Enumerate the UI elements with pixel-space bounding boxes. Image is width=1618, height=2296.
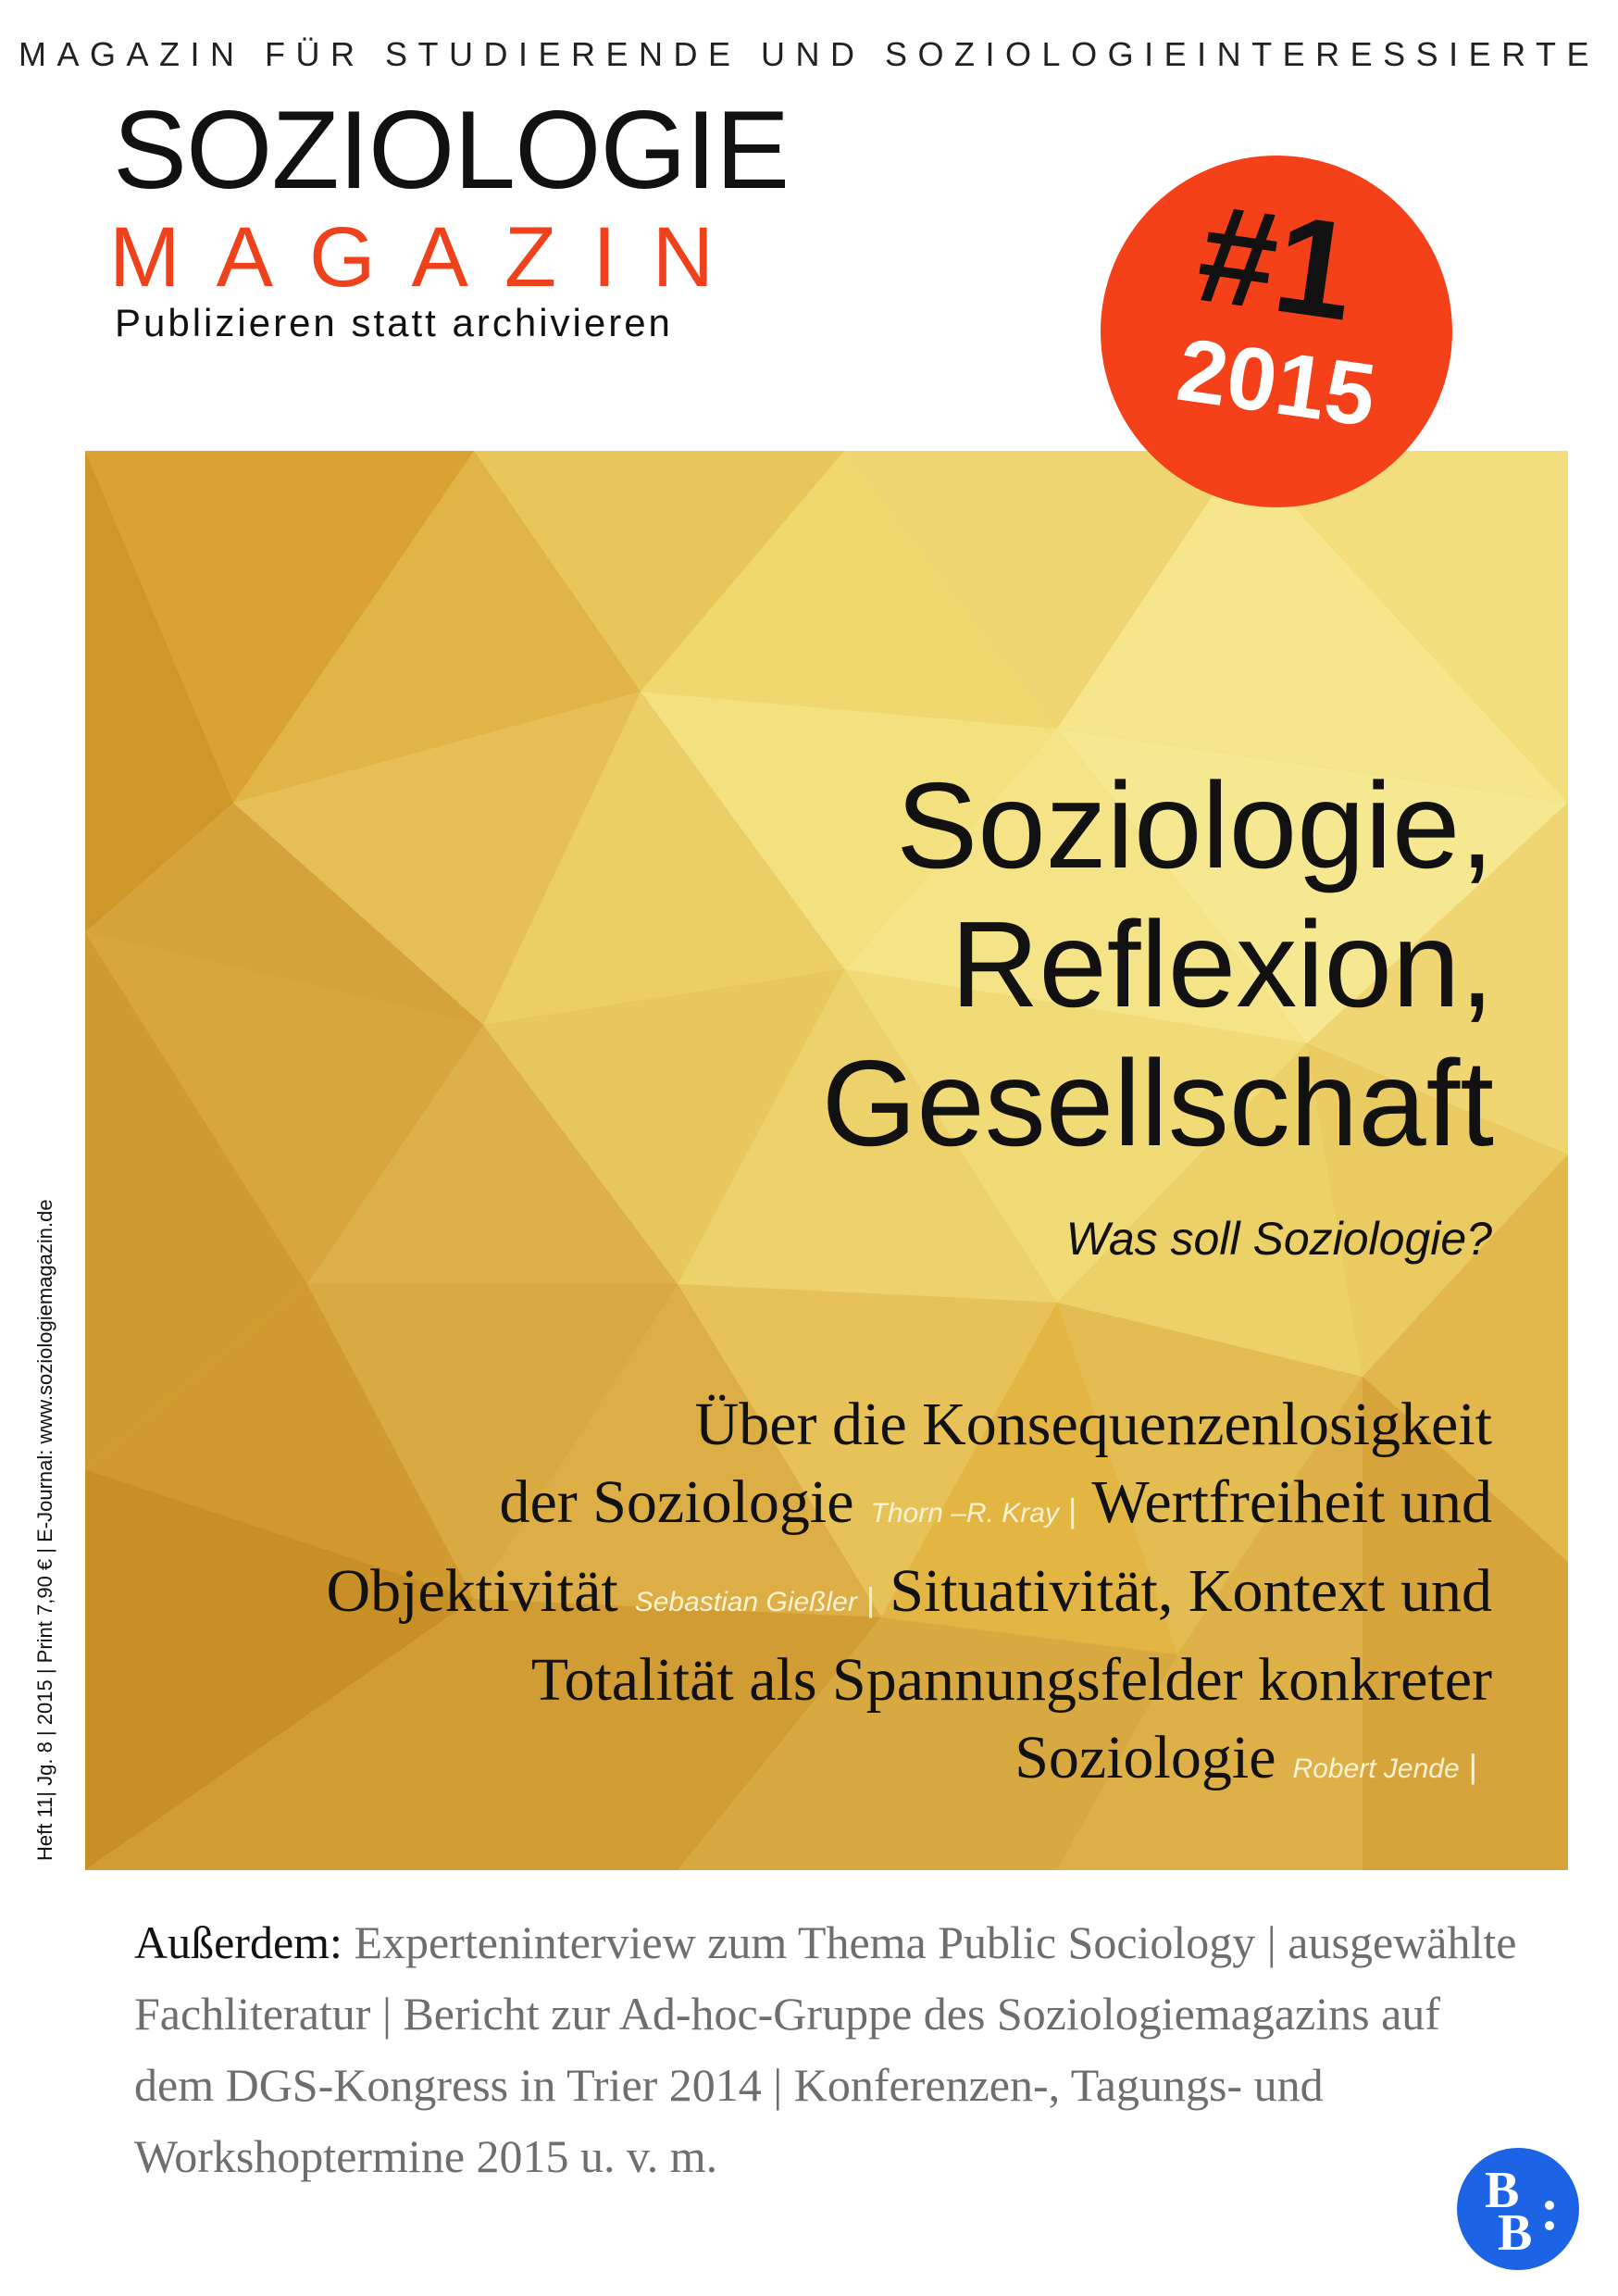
logo-magazin: MAGAZIN <box>109 210 751 305</box>
spine-text: Heft 11| Jg. 8 | 2015 | Print 7,90 € | E-Journal: www.soziologiemagazin.de <box>33 1199 56 1861</box>
article-separator: | <box>1067 1491 1077 1529</box>
cover-hero <box>85 451 1568 1870</box>
logo-subtitle: Publizieren statt archivieren <box>115 301 673 344</box>
article-author: Robert Jende <box>1292 1753 1460 1784</box>
also-section <box>134 1907 1523 2192</box>
subheadline: Was soll Soziologie? <box>1065 1213 1492 1265</box>
article-title: Situativität, Kontext und <box>890 1557 1492 1625</box>
article-author: Thorn –R. Kray <box>870 1498 1059 1529</box>
article-title: Totalität als Spannungsfelder konkreter <box>530 1646 1492 1714</box>
article-author: Sebastian Gießler <box>634 1587 857 1617</box>
logo-soziologie: SOZIOLOGIE <box>113 88 790 212</box>
publisher-mark-icon <box>1457 2148 1579 2270</box>
issue-number: #1 <box>1189 174 1364 350</box>
headline-line: Soziologie, <box>896 757 1494 893</box>
headline <box>822 756 1494 1173</box>
headline-line: Reflexion, <box>951 896 1494 1032</box>
article-separator: | <box>1468 1747 1477 1785</box>
article-separator: | <box>865 1580 876 1618</box>
svg-text:B: B <box>1485 2162 1520 2219</box>
issue-year: 2015 <box>1171 319 1382 446</box>
tagline: MAGAZIN FÜR STUDIERENDE UND SOZIOLOGIEINTERESSIERTE <box>19 35 1599 73</box>
article-title: Soziologie <box>1014 1724 1276 1791</box>
article-title: Über die Konsequenzenlosigkeit <box>694 1391 1492 1458</box>
issue-badge <box>1101 156 1452 507</box>
budrich-logo-icon <box>1457 2148 1579 2270</box>
article-list <box>104 1386 1492 1808</box>
headline-line: Gesellschaft <box>821 1035 1494 1171</box>
also-text: Experteninterview zum Thema Public Sociology | ausgewählte Fachliteratur | Bericht zur Ad-hoc-Gruppe des Soziologiemagazins auf dem DGS-Kongress in Trier 2014 | Konferenzen-, Tagungs- und Workshoptermine 2015 u. v. m. <box>134 1916 1517 2182</box>
article-title: Wertfreiheit und <box>1091 1468 1492 1536</box>
article-title: Objektivität <box>326 1557 618 1625</box>
svg-text:B: B <box>1498 2204 1533 2262</box>
also-label: Außerdem: <box>134 1916 342 1968</box>
article-title: der Soziologie <box>499 1468 854 1536</box>
